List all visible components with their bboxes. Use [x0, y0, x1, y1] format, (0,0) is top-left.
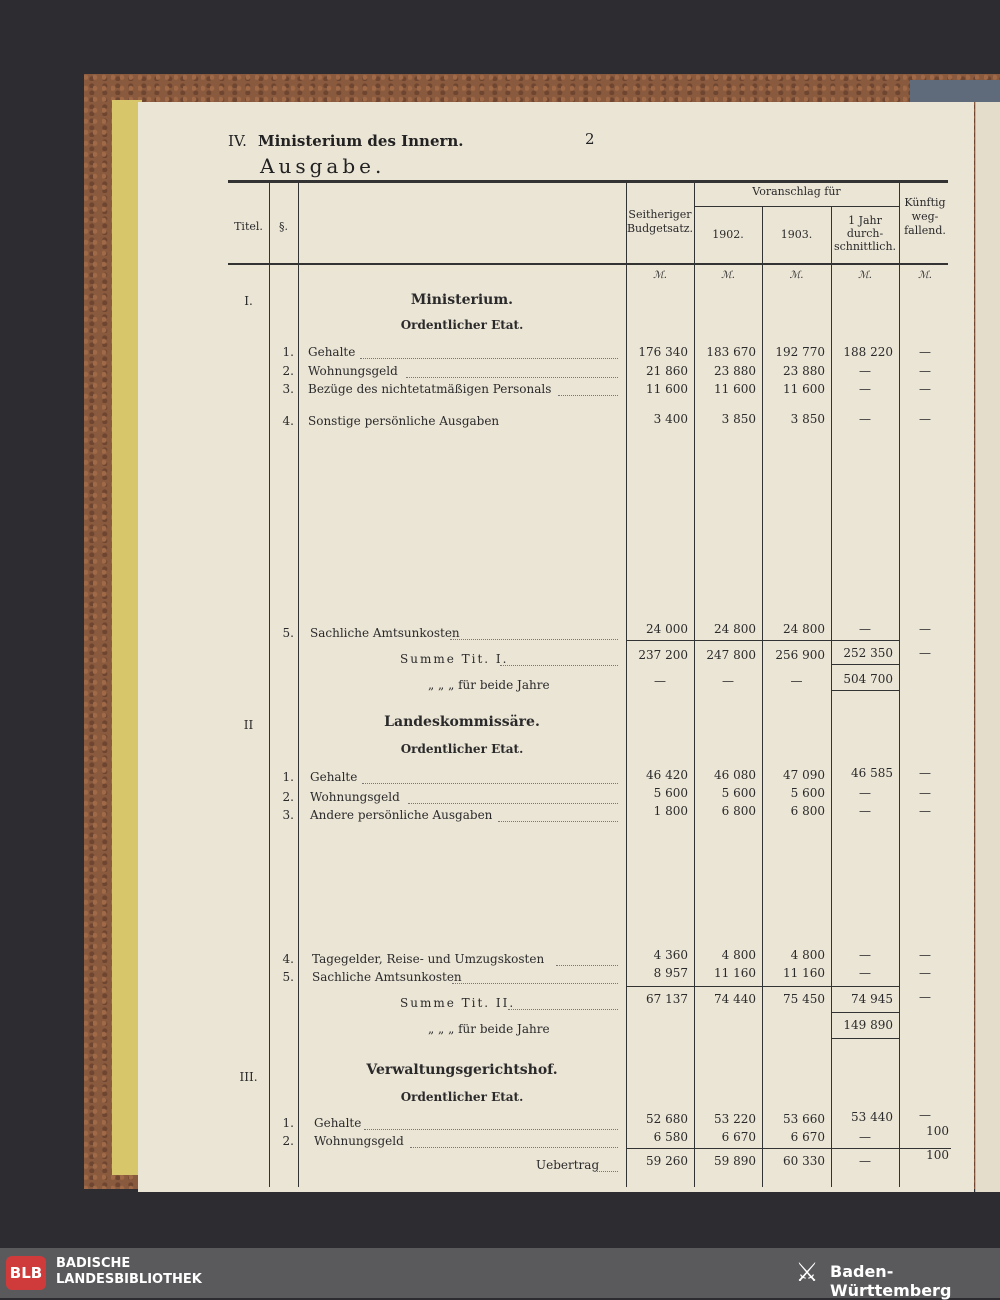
- header-1903: 1903.: [780, 228, 813, 241]
- both-jahr: 504 700: [843, 672, 893, 686]
- cell-seit: 6 580: [653, 1130, 688, 1144]
- cell-1903: 47 090: [783, 768, 825, 782]
- sum-label: Summe Tit. II.: [400, 996, 516, 1010]
- jahr-rule: [831, 1012, 899, 1013]
- sum-1903: 256 900: [775, 648, 825, 662]
- cell-1903: 11 600: [783, 382, 825, 396]
- row-nr: 4.: [282, 414, 294, 428]
- sum-kuenftig: —: [919, 646, 931, 660]
- cell-1902: 4 800: [721, 948, 756, 962]
- header-kuenftig: Künftig weg- fallend.: [904, 196, 946, 237]
- row-nr: 3.: [282, 382, 294, 396]
- blb-logo[interactable]: BLB: [6, 1256, 46, 1290]
- cell-jahr: —: [859, 966, 871, 980]
- cell-kuenftig: —: [919, 382, 931, 396]
- cell-seit: 46 420: [646, 768, 688, 782]
- cell-1903: 24 800: [783, 622, 825, 636]
- section-subheading: Ordentlicher Etat.: [400, 1090, 524, 1104]
- carryover-label: Uebertrag: [536, 1158, 600, 1172]
- row-nr: 3.: [282, 808, 294, 822]
- sum-seit: 237 200: [638, 648, 688, 662]
- cell-kuenftig: —: [919, 622, 931, 636]
- sum-rule: [626, 986, 899, 987]
- currency-seit: ℳ.: [653, 270, 667, 281]
- cell-seit: 1 800: [653, 804, 688, 818]
- section-titel: II: [243, 718, 254, 732]
- leader-dots: [452, 983, 618, 984]
- both-seit: —: [654, 674, 666, 688]
- cell-1902: 24 800: [714, 622, 756, 636]
- leader-dots: [360, 358, 618, 359]
- cell-1903: 6 670: [790, 1130, 825, 1144]
- cell-seit: 4 360: [653, 948, 688, 962]
- cell-jahr: —: [859, 804, 871, 818]
- section-number: IV.: [228, 132, 247, 150]
- leader-dots: [498, 821, 618, 822]
- sum-jahr: 74 945: [851, 992, 893, 1006]
- cell-1903: 11 160: [783, 966, 825, 980]
- document-page: [138, 102, 974, 1192]
- leader-dots: [500, 665, 618, 666]
- sum-1902: 247 800: [706, 648, 756, 662]
- row-label: Wohnungsgeld: [314, 1134, 404, 1148]
- sum-jahr: 252 350: [843, 646, 893, 660]
- header-para: §.: [279, 220, 288, 233]
- cell-kuenftig: —: [919, 966, 931, 980]
- page-subtitle: Ausgabe.: [260, 154, 386, 178]
- cell-1903: 23 880: [783, 364, 825, 378]
- facing-page: [975, 102, 1000, 1192]
- section-titel: III.: [239, 1070, 258, 1084]
- cell-jahr: 188 220: [843, 345, 893, 359]
- cell-jahr: —: [859, 412, 871, 426]
- cell-kuenftig: 100: [926, 1124, 949, 1138]
- header-jahr: 1 Jahr durch- schnittlich.: [833, 214, 897, 253]
- cell-seit: 8 957: [653, 966, 688, 980]
- cell-seit: 52 680: [646, 1112, 688, 1126]
- row-label: Sachliche Amtsunkosten: [310, 626, 460, 640]
- page-number: 2: [585, 130, 595, 148]
- row-label: Gehalte: [308, 345, 356, 359]
- footer-bar: [0, 1248, 1000, 1298]
- cell-kuenftig: —: [919, 364, 931, 378]
- both-years-label: „ „ „ für beide Jahre: [428, 1022, 550, 1036]
- row-nr: 1.: [282, 1116, 294, 1130]
- section-subheading: Ordentlicher Etat.: [400, 742, 524, 756]
- cell-seit: 5 600: [653, 786, 688, 800]
- leader-dots: [556, 965, 618, 966]
- section-subheading: Ordentlicher Etat.: [400, 318, 524, 332]
- cell-seit: 24 000: [646, 622, 688, 636]
- cell-jahr: —: [859, 364, 871, 378]
- cell-1903: 53 660: [783, 1112, 825, 1126]
- row-label: Sonstige persönliche Ausgaben: [308, 414, 500, 428]
- row-label: Sachliche Amtsunkosten: [312, 970, 462, 984]
- cell-kuenftig: —: [919, 766, 931, 780]
- leader-dots: [410, 1147, 618, 1148]
- cell-1902: 53 220: [714, 1112, 756, 1126]
- cell-1902: 5 600: [721, 786, 756, 800]
- currency-kuenftig: ℳ.: [918, 270, 932, 281]
- col-line-titel: [269, 182, 270, 1187]
- table-header-rule: [228, 263, 948, 265]
- section-heading: Verwaltungsgerichtshof.: [366, 1062, 558, 1078]
- voranschlag-rule: [694, 206, 899, 207]
- cell-1903: 4 800: [790, 948, 825, 962]
- cell-1903: 3 850: [790, 412, 825, 426]
- row-nr: 5.: [282, 626, 294, 640]
- book-headband: [910, 80, 1000, 102]
- cell-jahr: —: [859, 786, 871, 800]
- sum-1903: 75 450: [783, 992, 825, 1006]
- sum-1902: 74 440: [714, 992, 756, 1006]
- section-heading: Ministerium.: [410, 292, 514, 308]
- cell-1903: 5 600: [790, 786, 825, 800]
- row-label: Gehalte: [310, 770, 358, 784]
- cell-1902: 3 850: [721, 412, 756, 426]
- row-label: Tagegelder, Reise- und Umzugskosten: [312, 952, 545, 966]
- bw-coat-of-arms-icon[interactable]: ⚔: [795, 1258, 819, 1288]
- cell-1902: 46 080: [714, 768, 756, 782]
- library-name: [56, 1256, 202, 1288]
- carryover-jahr: —: [859, 1154, 871, 1168]
- carryover-kuenftig: 100: [926, 1148, 949, 1162]
- cell-1902: 6 670: [721, 1130, 756, 1144]
- cell-seit: 3 400: [653, 412, 688, 426]
- row-label: Bezüge des nichtetatmäßigen Personals: [308, 382, 552, 396]
- sum-label: Summe Tit. I.: [400, 652, 509, 666]
- cell-kuenftig: —: [919, 948, 931, 962]
- cell-kuenftig: —: [919, 412, 931, 426]
- jahr-rule: [831, 664, 899, 665]
- cell-1902: 6 800: [721, 804, 756, 818]
- ministry-title: Ministerium des Innern.: [258, 132, 464, 150]
- cell-1902: 23 880: [714, 364, 756, 378]
- currency-1903: ℳ.: [789, 270, 804, 281]
- section-heading: Landeskommissäre.: [384, 714, 540, 730]
- header-voranschlag: Voranschlag für: [752, 185, 841, 198]
- carryover-seit: 59 260: [646, 1154, 688, 1168]
- carryover-1902: 59 890: [714, 1154, 756, 1168]
- row-label: Wohnungsgeld: [308, 364, 398, 378]
- cell-jahr: —: [859, 622, 871, 636]
- currency-1902: ℳ.: [721, 270, 735, 281]
- row-nr: 1.: [282, 345, 294, 359]
- cell-jahr: 46 585: [851, 766, 893, 780]
- header-1902: 1902.: [712, 228, 744, 241]
- state-name: Baden-Württemberg: [830, 1262, 952, 1300]
- row-label: Andere persönliche Ausgaben: [310, 808, 493, 822]
- row-nr: 1.: [282, 770, 294, 784]
- carryover-1903: 60 330: [783, 1154, 825, 1168]
- cell-seit: 21 860: [646, 364, 688, 378]
- cell-1902: 11 600: [714, 382, 756, 396]
- cell-1902: 11 160: [714, 966, 756, 980]
- section-titel: I.: [244, 294, 253, 308]
- currency-jahr: ℳ.: [858, 270, 872, 281]
- header-titel: Titel.: [234, 220, 263, 233]
- sum-seit: 67 137: [646, 992, 688, 1006]
- leader-dots: [450, 639, 618, 640]
- cell-jahr: —: [859, 948, 871, 962]
- cell-kuenftig: —: [919, 804, 931, 818]
- row-nr: 5.: [282, 970, 294, 984]
- sum-rule: [626, 640, 899, 641]
- jahr-rule: [831, 1038, 899, 1039]
- both-1903: —: [790, 674, 803, 688]
- cell-kuenftig: —: [919, 345, 931, 359]
- library-name-line2: LANDESBIBLIOTHEK: [56, 1272, 202, 1287]
- row-label: Wohnungsgeld: [310, 790, 400, 804]
- jahr-rule: [831, 690, 899, 691]
- table-top-rule: [228, 180, 948, 183]
- cell-1903: 192 770: [775, 345, 825, 359]
- row-nr: 2.: [282, 790, 294, 804]
- row-nr: 2.: [282, 1134, 294, 1148]
- cell-kuenftig: —: [919, 1108, 931, 1122]
- leader-dots: [594, 1171, 618, 1172]
- row-label: Gehalte: [314, 1116, 362, 1130]
- cell-jahr: 53 440: [851, 1110, 893, 1124]
- cell-seit: 176 340: [638, 345, 688, 359]
- cell-1903: 6 800: [790, 804, 825, 818]
- leader-dots: [362, 783, 618, 784]
- col-line-para: [298, 182, 299, 1187]
- header-seitheriger: Seitheriger Budgetsatz.: [626, 208, 694, 235]
- both-1902: —: [722, 674, 734, 688]
- cell-seit: 11 600: [646, 382, 688, 396]
- sum-kuenftig: —: [919, 990, 931, 1004]
- cell-1902: 183 670: [706, 345, 756, 359]
- leader-dots: [406, 377, 618, 378]
- row-nr: 4.: [282, 952, 294, 966]
- cell-jahr: —: [859, 382, 871, 396]
- row-nr: 2.: [282, 364, 294, 378]
- leader-dots: [364, 1129, 618, 1130]
- library-name-line1: BADISCHE: [56, 1256, 131, 1271]
- col-line-kuenftig: [899, 182, 900, 1187]
- cell-jahr: —: [859, 1130, 871, 1144]
- cell-kuenftig: —: [919, 786, 931, 800]
- leader-dots: [558, 395, 618, 396]
- both-jahr: 149 890: [843, 1018, 893, 1032]
- leader-dots: [508, 1009, 618, 1010]
- leader-dots: [408, 803, 618, 804]
- both-years-label: „ „ „ für beide Jahre: [428, 678, 550, 692]
